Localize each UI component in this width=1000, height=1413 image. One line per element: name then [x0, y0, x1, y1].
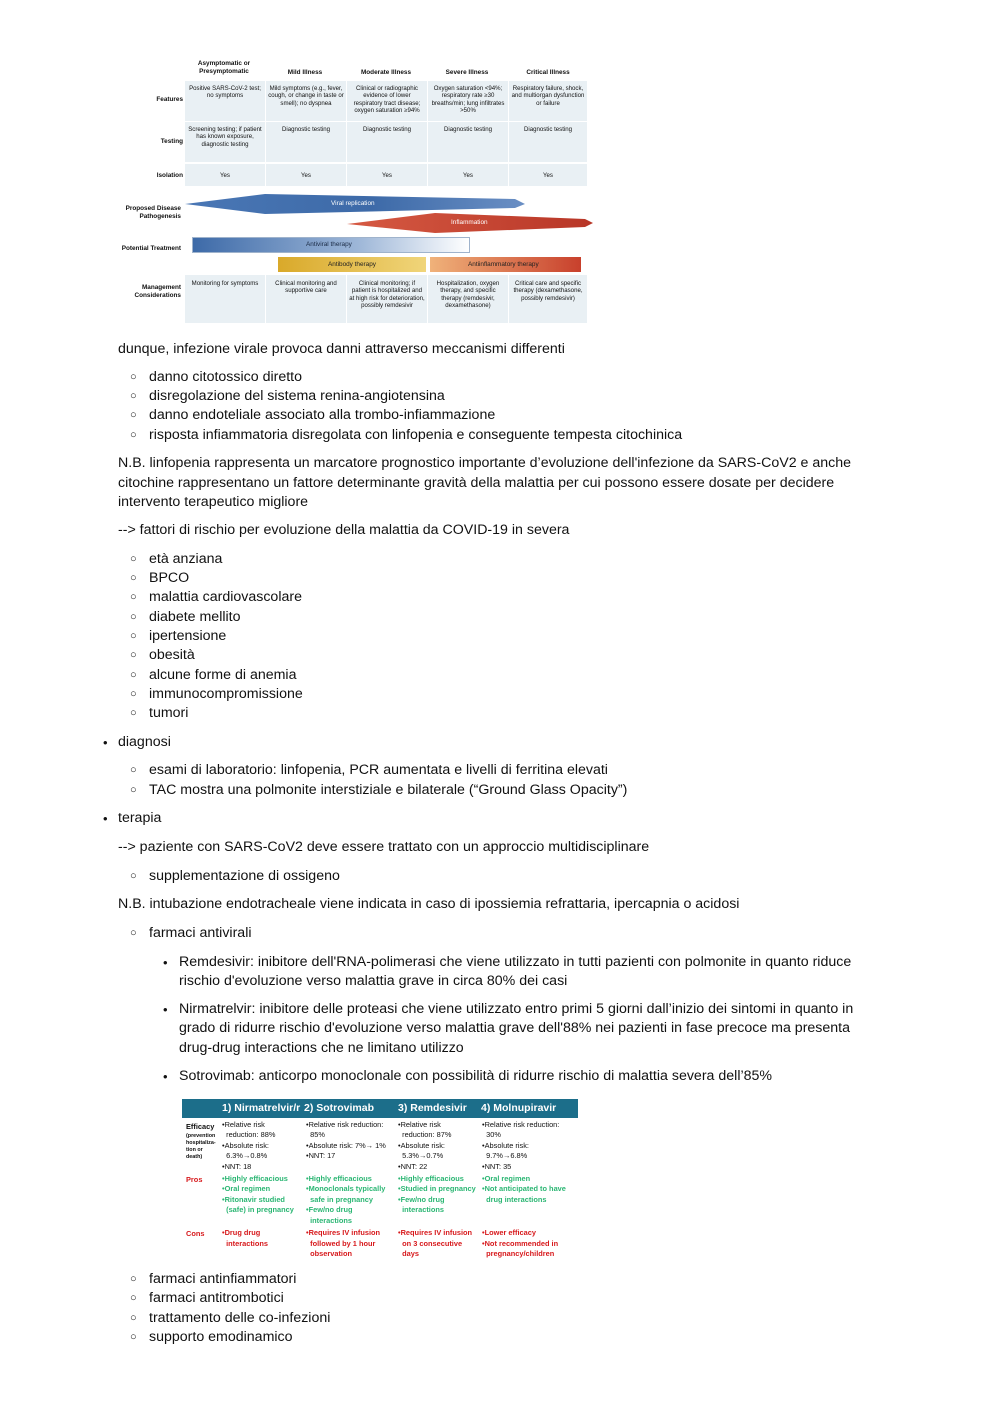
- header-molnupiravir: 4) Molnupiravir: [481, 1102, 557, 1114]
- antiviral-therapy-label: Antiviral therapy: [306, 241, 352, 248]
- nb-lymphopenia-line: citochine rappresentano un fattore determinante gravità della malattia per cui possono essere dosate per decidere: [118, 475, 835, 491]
- efficacy-cell: •Absolute risk:: [222, 1141, 269, 1150]
- header-nirmatrelvir: 1) Nirmatrelvir/r: [222, 1102, 301, 1114]
- pros-cell: •Few/no drug: [398, 1195, 445, 1204]
- pros-label: Pros: [186, 1175, 203, 1184]
- efficacy-cell: 85%: [306, 1130, 325, 1139]
- diagnosis-item: esami di laboratorio: linfopenia, PCR aumentata e livelli di ferritina elevati: [149, 762, 608, 778]
- col-header-asymptomatic: Asymptomatic or Presymptomatic: [197, 60, 251, 75]
- efficacy-cell: •Absolute risk:: [398, 1141, 445, 1150]
- efficacy-cell: •Absolute risk: 7%→ 1%: [306, 1141, 386, 1150]
- isolation-cell: Yes: [463, 172, 473, 179]
- row-label-treatment: Potential Treatment: [121, 245, 181, 252]
- cons-cell: pregnancy/children: [482, 1249, 555, 1258]
- col-header-mild: Mild Illness: [287, 69, 323, 76]
- antiinflammatory-therapy-label: Antiinflammatory therapy: [468, 261, 539, 268]
- mechanism-item: danno endoteliale associato alla trombo-infiammazione: [149, 407, 496, 423]
- risk-item: tumori: [149, 705, 189, 721]
- remdesivir-line: Remdesivir: inibitore dell'RNA-polimerasi che viene utilizzato in tutti pazienti con polmonite in quanto riduce: [179, 954, 852, 970]
- antiviral-item: farmaci antivirali: [149, 925, 252, 941]
- efficacy-cell: •NNT: 35: [482, 1162, 512, 1171]
- management-cell: Clinical monitoring and supportive care: [275, 280, 337, 295]
- row-label-isolation: Isolation: [156, 172, 183, 179]
- antiviral-therapy-bar: [192, 237, 470, 253]
- testing-cell: Diagnostic testing: [443, 126, 493, 133]
- nb-lymphopenia-line: N.B. linfopenia rappresenta un marcatore prognostico importante d’evoluzione dell'infezione da SARS-CoV2 e anche: [118, 455, 852, 471]
- features-cell: Oxygen saturation <94%; respiratory rate ≥30 breaths/min; lung infiltrates >50%: [431, 85, 505, 114]
- features-cell: Mild symptoms (e.g., fever, cough, or change in taste or smell); no dyspnea: [268, 85, 344, 107]
- risk-item: età anziana: [149, 551, 223, 567]
- header-sotrovimab: 2) Sotrovimab: [304, 1102, 375, 1114]
- efficacy-cell: •Absolute risk:: [482, 1141, 529, 1150]
- efficacy-cell: •Relative risk reduction:: [306, 1120, 384, 1129]
- cons-cell: interactions: [222, 1239, 268, 1248]
- cons-cell: followed by 1 hour: [306, 1239, 376, 1248]
- pros-cell: •Not anticipated to have: [482, 1184, 566, 1193]
- pros-cell: •Few/no drug: [306, 1205, 353, 1214]
- efficacy-cell: •Relative risk reduction:: [482, 1120, 560, 1129]
- col-header-severe: Severe Illness: [445, 69, 489, 76]
- testing-cell: Diagnostic testing: [281, 126, 331, 133]
- risk-item: malattia cardiovascolare: [149, 589, 302, 605]
- features-cell: Positive SARS-CoV-2 test; no symptoms: [189, 85, 261, 100]
- col-header-moderate: Moderate Illness: [360, 69, 412, 76]
- cons-cell: •Requires IV infusion: [398, 1228, 473, 1237]
- nb-intubation: N.B. intubazione endotracheale viene indicata in caso di ipossiemia refrattaria, ipercapnia o acidosi: [118, 896, 740, 912]
- efficacy-cell: reduction: 88%: [222, 1130, 276, 1139]
- therapy-intro: --> paziente con SARS-CoV2 deve essere trattato con un approccio multidisciplinare: [118, 839, 650, 855]
- management-cell: Critical care and specific therapy (dexamethasone, possibly remdesivir): [513, 280, 583, 302]
- section-terapia: terapia: [118, 810, 162, 826]
- cons-cell: •Not recommended in: [482, 1239, 559, 1248]
- risk-item: diabete mellito: [149, 609, 241, 625]
- pros-cell: interactions: [306, 1216, 352, 1225]
- pros-cell: drug interactions: [482, 1195, 547, 1204]
- isolation-cell: Yes: [543, 172, 553, 179]
- pros-cell: •Highly efficacious: [222, 1174, 288, 1183]
- testing-cell: Diagnostic testing: [523, 126, 573, 133]
- efficacy-cell: •Relative risk: [398, 1120, 441, 1129]
- cons-label: Cons: [186, 1229, 205, 1238]
- features-cell: Clinical or radiographic evidence of lower respiratory tract disease; oxygen saturation ≥94%: [353, 85, 421, 114]
- efficacy-cell: •NNT: 17: [306, 1151, 336, 1160]
- pros-cell: •Highly efficacious: [306, 1174, 372, 1183]
- cons-cell: •Drug drug: [222, 1228, 261, 1237]
- cons-cell: observation: [306, 1249, 352, 1258]
- efficacy-cell: 30%: [482, 1130, 501, 1139]
- isolation-cell: Yes: [382, 172, 392, 179]
- testing-cell: Screening testing; if patient has known exposure, diagnostic testing: [188, 126, 262, 148]
- mechanism-item: risposta infiammatoria disregolata con linfopenia e conseguente tempesta citochinica: [149, 427, 683, 443]
- management-cell: Hospitalization, oxygen therapy, and specific therapy (remdesivir, dexamethasone): [436, 280, 500, 309]
- pathogenesis-arrows: [115, 191, 595, 235]
- pros-cell: •Oral regimen: [482, 1174, 531, 1183]
- efficacy-cell: •Relative risk: [222, 1120, 265, 1129]
- cons-cell: days: [398, 1249, 419, 1258]
- mechanism-item: danno citotossico diretto: [149, 369, 303, 385]
- management-cell: Monitoring for symptoms: [191, 280, 259, 287]
- final-item: farmaci antitrombotici: [149, 1290, 284, 1306]
- efficacy-cell: 6.3%→0.8%: [222, 1151, 268, 1160]
- row-label-features: Features: [156, 96, 183, 103]
- antiviral-comparison-table: 1) Nirmatrelvir/r 2) Sotrovimab 3) Remdesivir 4) Molnupiravir Efficacy (prevention hospitaliza- tion or death) Pros Cons •Relative risk reduction: 88% •Absolute risk: 6.3%→0.8% •NNT: 18 •Relative risk reduction: 85% •Absolute risk: 7%→ 1% •NNT: 17 •Relative risk reduction: 87% •Absolute risk: 5.3%→0.7% •NNT: 22 •Relative risk reduction: 30% •Absolute risk: 9.7%→6.8% •NNT: 35 •Highly efficacious •Oral regimen •Ritonavir studied (safe) in pregnancy •Highly efficacious •Monoclonals typically safe in pregnancy •Few/no drug interactions •Highly efficacious •Studied in pregnancy •Few/no drug interactions •Oral regimen •Not anticipated to have drug interactions •Drug drug interactions •Requires IV infusion followed by 1 hour observation •Requires IV infusion on 3 consecutive days •Lower efficacy •Not recommended in pregnancy/children: [182, 1099, 578, 1261]
- isolation-cell: Yes: [220, 172, 230, 179]
- oxygen-item: supplementazione di ossigeno: [149, 868, 340, 884]
- risk-factors-intro: --> fattori di rischio per evoluzione della malattia da COVID-19 in severa: [118, 522, 570, 538]
- pros-cell: safe in pregnancy: [306, 1195, 373, 1204]
- row-label-pathogenesis: Proposed Disease Pathogenesis: [125, 205, 181, 220]
- nirmatrelvir-line: Nirmatrelvir: inibitore delle proteasi che viene utilizzato entro primi 5 giorni dall’inizio dei sintomi in quanto in: [179, 1001, 854, 1017]
- pros-cell: interactions: [398, 1205, 444, 1214]
- final-item: supporto emodinamico: [149, 1329, 293, 1345]
- mechanism-item: disregolazione del sistema renina-angiotensina: [149, 388, 445, 404]
- intro-text: dunque, infezione virale provoca danni attraverso meccanismi differenti: [118, 341, 565, 357]
- viral-replication-label: Viral replication: [331, 200, 375, 207]
- efficacy-cell: 9.7%→6.8%: [482, 1151, 528, 1160]
- management-cell: Clinical monitoring; if patient is hospitalized and at high risk for deterioration, possibly remdesivir: [349, 280, 425, 309]
- section-diagnosi: diagnosi: [118, 734, 171, 750]
- nb-lymphopenia-line: intervento terapeutico migliore: [118, 494, 309, 510]
- antiinflammatory-therapy-bar: [430, 257, 581, 272]
- risk-item: obesità: [149, 647, 195, 663]
- testing-cell: Diagnostic testing: [362, 126, 412, 133]
- antibody-therapy-label: Antibody therapy: [328, 261, 376, 268]
- pros-cell: •Highly efficacious: [398, 1174, 464, 1183]
- pros-cell: •Monoclonals typically: [306, 1184, 386, 1193]
- efficacy-cell: 5.3%→0.7%: [398, 1151, 444, 1160]
- risk-item: ipertensione: [149, 628, 227, 644]
- cons-cell: •Requires IV infusion: [306, 1228, 381, 1237]
- covid-severity-figure: [115, 55, 595, 330]
- risk-item: alcune forme di anemia: [149, 667, 297, 683]
- efficacy-cell: •NNT: 18: [222, 1162, 252, 1171]
- risk-item: BPCO: [149, 570, 190, 586]
- cons-cell: on 3 consecutive: [398, 1239, 463, 1248]
- diagnosis-item: TAC mostra una polmonite interstiziale e bilaterale (“Ground Glass Opacity”): [149, 782, 628, 798]
- final-item: farmaci antinfiammatori: [149, 1271, 297, 1287]
- nirmatrelvir-line: drug-drug interactions che ne limitano utilizzo: [179, 1040, 464, 1056]
- final-item: trattamento delle co-infezioni: [149, 1310, 331, 1326]
- risk-item: immunocompromissione: [149, 686, 303, 702]
- pros-cell: •Studied in pregnancy: [398, 1184, 476, 1193]
- efficacy-label: Efficacy: [186, 1122, 215, 1131]
- header-remdesivir: 3) Remdesivir: [398, 1102, 467, 1114]
- efficacy-cell: reduction: 87%: [398, 1130, 452, 1139]
- features-cell: Respiratory failure, shock, and multiorgan dysfunction or failure: [511, 85, 585, 107]
- antibody-therapy-bar: [278, 257, 426, 272]
- row-label-testing: Testing: [160, 138, 183, 145]
- pros-cell: (safe) in pregnancy: [222, 1205, 294, 1214]
- cons-cell: •Lower efficacy: [482, 1228, 536, 1237]
- sotrovimab-line: Sotrovimab: anticorpo monoclonale con possibilità di ridurre rischio di malattia severa dell’85%: [179, 1068, 773, 1084]
- inflammation-label: Inflammation: [451, 219, 488, 226]
- row-label-management: Management Considerations: [134, 284, 181, 299]
- pros-cell: •Ritonavir studied: [222, 1195, 285, 1204]
- col-header-critical: Critical Illness: [526, 69, 570, 76]
- nirmatrelvir-line: grado di ridurre rischio d'evoluzione verso malattia grave dell'88% nei pazienti in fase precoce ma presenta: [179, 1020, 851, 1036]
- pros-cell: •Oral regimen: [222, 1184, 271, 1193]
- remdesivir-line: rischio d'evoluzione verso malattia grave in circa 80% dei casi: [179, 973, 568, 989]
- efficacy-cell: •NNT: 22: [398, 1162, 428, 1171]
- isolation-cell: Yes: [301, 172, 311, 179]
